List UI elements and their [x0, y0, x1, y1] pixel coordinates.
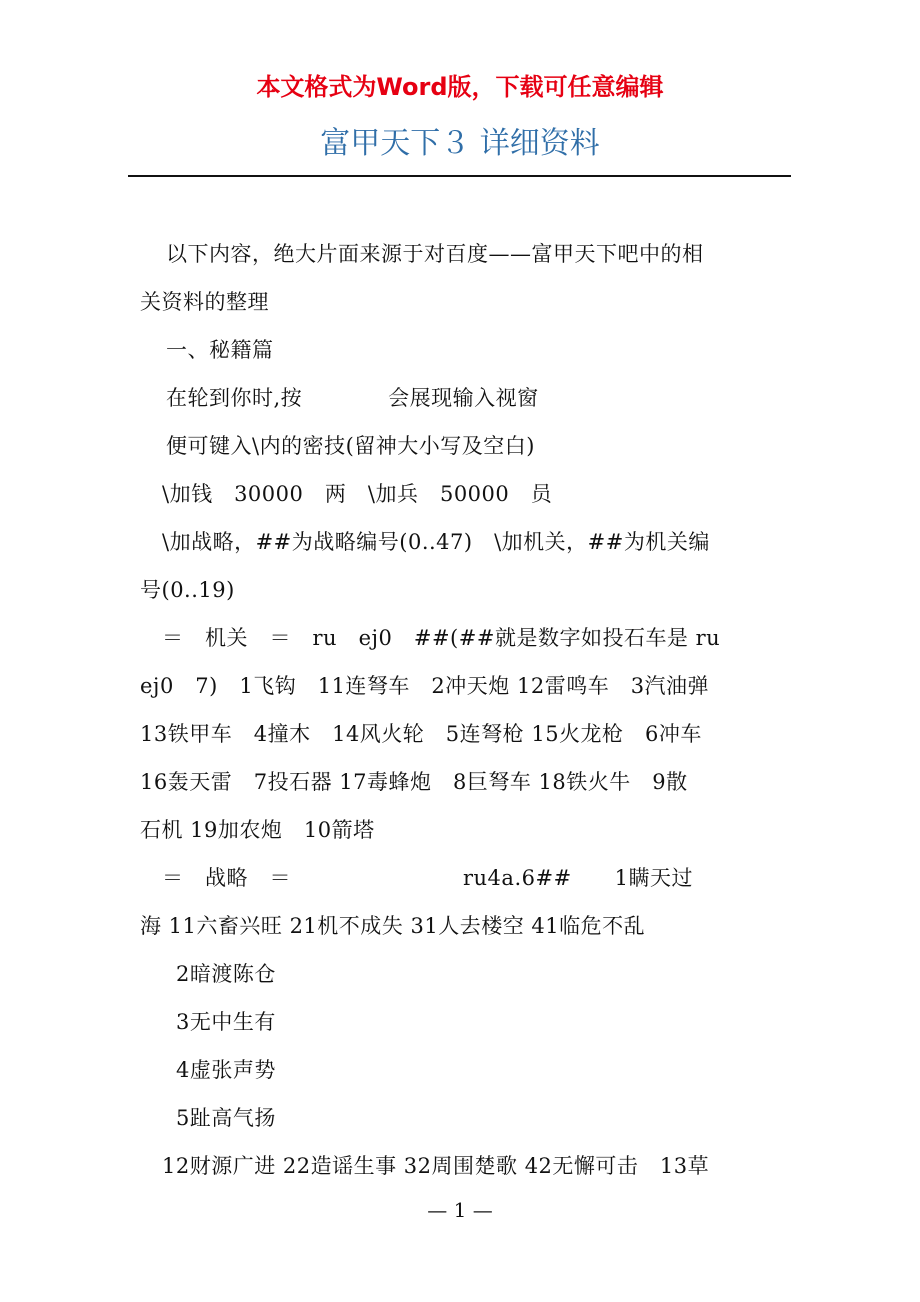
- body-line: 海 11六畜兴旺 21机不成失 31人去楼空 41临危不乱: [140, 914, 646, 938]
- download-banner: 本文格式为Word版，下载可任意编辑: [256, 73, 664, 101]
- title-divider: [128, 175, 791, 177]
- body-line: \加战略，##为战略编号(0..47) \加机关，##为机关编: [162, 530, 710, 554]
- body-line: 12财源广进 22造谣生事 32周围楚歌 42无懈可击 13草: [162, 1154, 710, 1178]
- body-line: 石机 19加农炮 10箭塔: [140, 818, 375, 842]
- list-item: 4虚张声势: [176, 1058, 276, 1082]
- body-line: 在轮到你时,按 会展现输入视窗: [166, 386, 539, 410]
- body-line: 16轰天雷 7投石器 17毒蜂炮 8巨弩车 18铁火牛 9散: [140, 770, 688, 794]
- section-heading: 一、秘籍篇: [166, 338, 274, 362]
- body-line: 号(0..19): [140, 578, 235, 602]
- body-line: 便可键入\内的密技(留神大小写及空白): [166, 434, 535, 458]
- body-line: ej0 7) 1飞钩 11连弩车 2冲天炮 12雷鸣车 3汽油弹: [140, 674, 710, 698]
- page-number: — 1 —: [427, 1198, 493, 1222]
- document-body: [140, 230, 782, 1190]
- body-line: \加钱 30000 两 \加兵 50000 员: [162, 482, 553, 506]
- document-title: 富甲天下３ 详细资料: [320, 126, 600, 161]
- body-line: 以下内容，绝大片面来源于对百度——富甲天下吧中的相: [166, 242, 704, 266]
- body-line: ＝ 机关 ＝ ru ej0 ##(##就是数字如投石车是 ru: [162, 626, 721, 650]
- list-item: 3无中生有: [176, 1010, 276, 1034]
- body-line: 关资料的整理: [140, 290, 269, 314]
- body-line: 13铁甲车 4撞木 14风火轮 5连弩枪 15火龙枪 6冲车: [140, 722, 702, 746]
- list-item: 5趾高气扬: [176, 1106, 276, 1130]
- list-item: 2暗渡陈仓: [176, 962, 276, 986]
- body-line: ＝ 战略 ＝ ru4a.6## 1瞒天过: [162, 866, 694, 890]
